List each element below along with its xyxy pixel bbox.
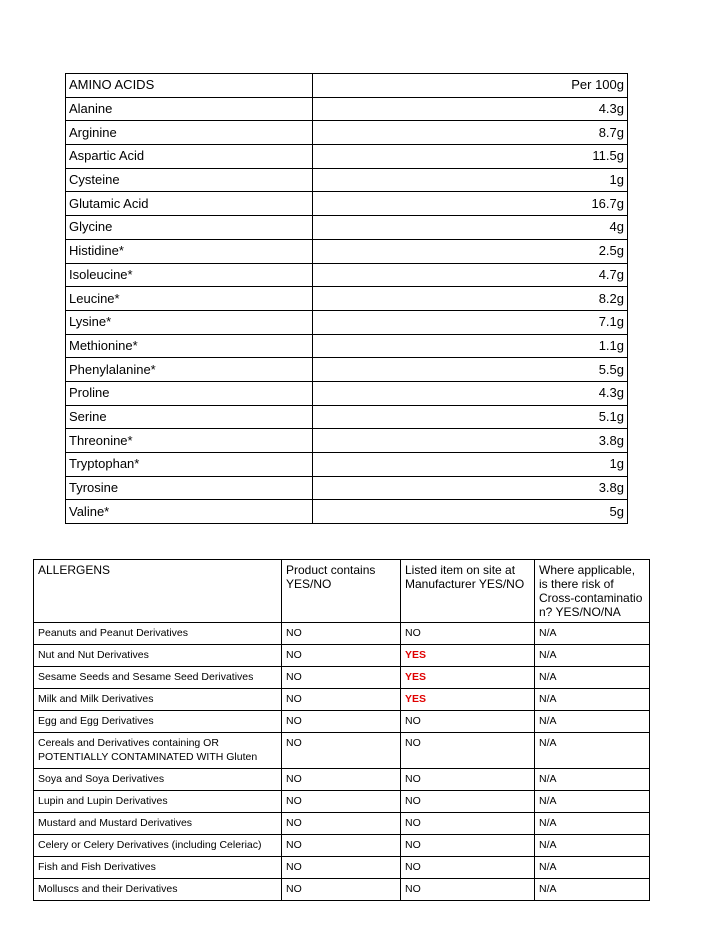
- allergen-on-site: YES: [401, 645, 535, 667]
- amino-acid-name: Valine*: [66, 500, 313, 524]
- allergen-header-on-site: Listed item on site at Manufacturer YES/NO: [401, 560, 535, 623]
- amino-acid-name: Proline: [66, 381, 313, 405]
- amino-acid-value: 5g: [313, 500, 628, 524]
- amino-acid-name: Glycine: [66, 216, 313, 240]
- allergen-header-contains: Product contains YES/NO: [282, 560, 401, 623]
- allergen-name: Soya and Soya Derivatives: [34, 769, 282, 791]
- allergen-contains: NO: [282, 667, 401, 689]
- amino-acid-value: 8.7g: [313, 121, 628, 145]
- allergen-cross-contamination: N/A: [535, 711, 650, 733]
- amino-row: [66, 334, 628, 358]
- allergen-contains: NO: [282, 645, 401, 667]
- allergen-on-site: NO: [401, 769, 535, 791]
- amino-acid-value: 3.8g: [313, 429, 628, 453]
- allergen-row: [34, 813, 650, 835]
- allergen-on-site: NO: [401, 711, 535, 733]
- amino-header-row: [66, 74, 628, 98]
- allergen-name: Egg and Egg Derivatives: [34, 711, 282, 733]
- allergen-cross-contamination: N/A: [535, 733, 650, 769]
- allergen-name: Milk and Milk Derivatives: [34, 689, 282, 711]
- allergen-on-site: NO: [401, 857, 535, 879]
- amino-acid-name: Glutamic Acid: [66, 192, 313, 216]
- amino-row: [66, 381, 628, 405]
- amino-acid-name: Lysine*: [66, 310, 313, 334]
- allergen-name: Fish and Fish Derivatives: [34, 857, 282, 879]
- amino-row: [66, 168, 628, 192]
- allergen-cross-contamination: N/A: [535, 857, 650, 879]
- allergen-cross-contamination: N/A: [535, 769, 650, 791]
- allergen-cross-contamination: N/A: [535, 689, 650, 711]
- amino-row: [66, 287, 628, 311]
- allergen-cross-contamination: N/A: [535, 791, 650, 813]
- amino-acid-name: Isoleucine*: [66, 263, 313, 287]
- allergen-row: [34, 667, 650, 689]
- allergen-contains: NO: [282, 733, 401, 769]
- amino-row: [66, 500, 628, 524]
- allergen-on-site: NO: [401, 791, 535, 813]
- amino-acid-name: Serine: [66, 405, 313, 429]
- allergen-on-site: NO: [401, 835, 535, 857]
- amino-acid-value: 1g: [313, 453, 628, 477]
- allergen-contains: NO: [282, 857, 401, 879]
- allergen-contains: NO: [282, 813, 401, 835]
- allergen-on-site: NO: [401, 623, 535, 645]
- allergen-cross-contamination: N/A: [535, 645, 650, 667]
- amino-acid-name: Alanine: [66, 97, 313, 121]
- allergen-row: [34, 645, 650, 667]
- amino-row: [66, 358, 628, 382]
- amino-row: [66, 263, 628, 287]
- allergen-contains: NO: [282, 791, 401, 813]
- amino-row: [66, 192, 628, 216]
- allergen-on-site: NO: [401, 733, 535, 769]
- allergen-on-site: YES: [401, 689, 535, 711]
- allergen-row: [34, 733, 650, 769]
- allergen-row: [34, 791, 650, 813]
- amino-acid-name: Threonine*: [66, 429, 313, 453]
- allergen-contains: NO: [282, 879, 401, 901]
- amino-row: [66, 476, 628, 500]
- allergen-row: [34, 711, 650, 733]
- allergen-name: Sesame Seeds and Sesame Seed Derivatives: [34, 667, 282, 689]
- amino-acid-value: 7.1g: [313, 310, 628, 334]
- allergens-table: [33, 559, 650, 901]
- amino-acid-name: Histidine*: [66, 239, 313, 263]
- amino-acid-value: 4.3g: [313, 97, 628, 121]
- allergen-cross-contamination: N/A: [535, 879, 650, 901]
- amino-row: [66, 216, 628, 240]
- allergen-on-site: NO: [401, 879, 535, 901]
- allergen-cross-contamination: N/A: [535, 623, 650, 645]
- allergen-on-site: NO: [401, 813, 535, 835]
- amino-header-name: AMINO ACIDS: [66, 74, 313, 98]
- allergen-row: [34, 623, 650, 645]
- amino-acid-name: Methionine*: [66, 334, 313, 358]
- allergen-name: Lupin and Lupin Derivatives: [34, 791, 282, 813]
- allergen-header-name: ALLERGENS: [34, 560, 282, 623]
- allergen-name: Nut and Nut Derivatives: [34, 645, 282, 667]
- amino-acid-name: Tyrosine: [66, 476, 313, 500]
- amino-acid-value: 3.8g: [313, 476, 628, 500]
- amino-acid-value: 4.7g: [313, 263, 628, 287]
- amino-row: [66, 310, 628, 334]
- amino-row: [66, 239, 628, 263]
- amino-acid-value: 8.2g: [313, 287, 628, 311]
- allergen-contains: NO: [282, 689, 401, 711]
- allergen-cross-contamination: N/A: [535, 835, 650, 857]
- allergen-header-cross-contamination: Where applicable, is there risk of Cross-contaminatio n? YES/NO/NA: [535, 560, 650, 623]
- allergen-contains: NO: [282, 711, 401, 733]
- allergen-cross-contamination: N/A: [535, 813, 650, 835]
- amino-acid-value: 4.3g: [313, 381, 628, 405]
- amino-acid-name: Arginine: [66, 121, 313, 145]
- allergen-name: Molluscs and their Derivatives: [34, 879, 282, 901]
- amino-row: [66, 97, 628, 121]
- allergen-contains: NO: [282, 769, 401, 791]
- amino-acid-name: Cysteine: [66, 168, 313, 192]
- allergen-cross-contamination: N/A: [535, 667, 650, 689]
- amino-acid-value: 4g: [313, 216, 628, 240]
- amino-acid-value: 1g: [313, 168, 628, 192]
- allergen-contains: NO: [282, 835, 401, 857]
- amino-acid-value: 11.5g: [313, 145, 628, 169]
- amino-header-unit: Per 100g: [313, 74, 628, 98]
- allergen-row: [34, 689, 650, 711]
- amino-acid-name: Aspartic Acid: [66, 145, 313, 169]
- amino-row: [66, 429, 628, 453]
- amino-acid-name: Tryptophan*: [66, 453, 313, 477]
- allergen-name: Mustard and Mustard Derivatives: [34, 813, 282, 835]
- amino-row: [66, 405, 628, 429]
- amino-acid-name: Phenylalanine*: [66, 358, 313, 382]
- allergen-on-site: YES: [401, 667, 535, 689]
- allergen-header-row: [34, 560, 650, 623]
- allergen-row: [34, 835, 650, 857]
- allergen-row: [34, 857, 650, 879]
- amino-acid-value: 5.1g: [313, 405, 628, 429]
- allergen-row: [34, 769, 650, 791]
- amino-acid-value: 16.7g: [313, 192, 628, 216]
- allergen-contains: NO: [282, 623, 401, 645]
- amino-acid-value: 5.5g: [313, 358, 628, 382]
- amino-acid-value: 1.1g: [313, 334, 628, 358]
- amino-acid-name: Leucine*: [66, 287, 313, 311]
- allergen-name: Celery or Celery Derivatives (including Celeriac): [34, 835, 282, 857]
- amino-acids-table: [65, 73, 628, 524]
- amino-row: [66, 453, 628, 477]
- allergen-row: [34, 879, 650, 901]
- amino-acid-value: 2.5g: [313, 239, 628, 263]
- amino-row: [66, 145, 628, 169]
- allergen-name: Cereals and Derivatives containing OR POTENTIALLY CONTAMINATED WITH Gluten: [34, 733, 282, 769]
- allergen-name: Peanuts and Peanut Derivatives: [34, 623, 282, 645]
- amino-row: [66, 121, 628, 145]
